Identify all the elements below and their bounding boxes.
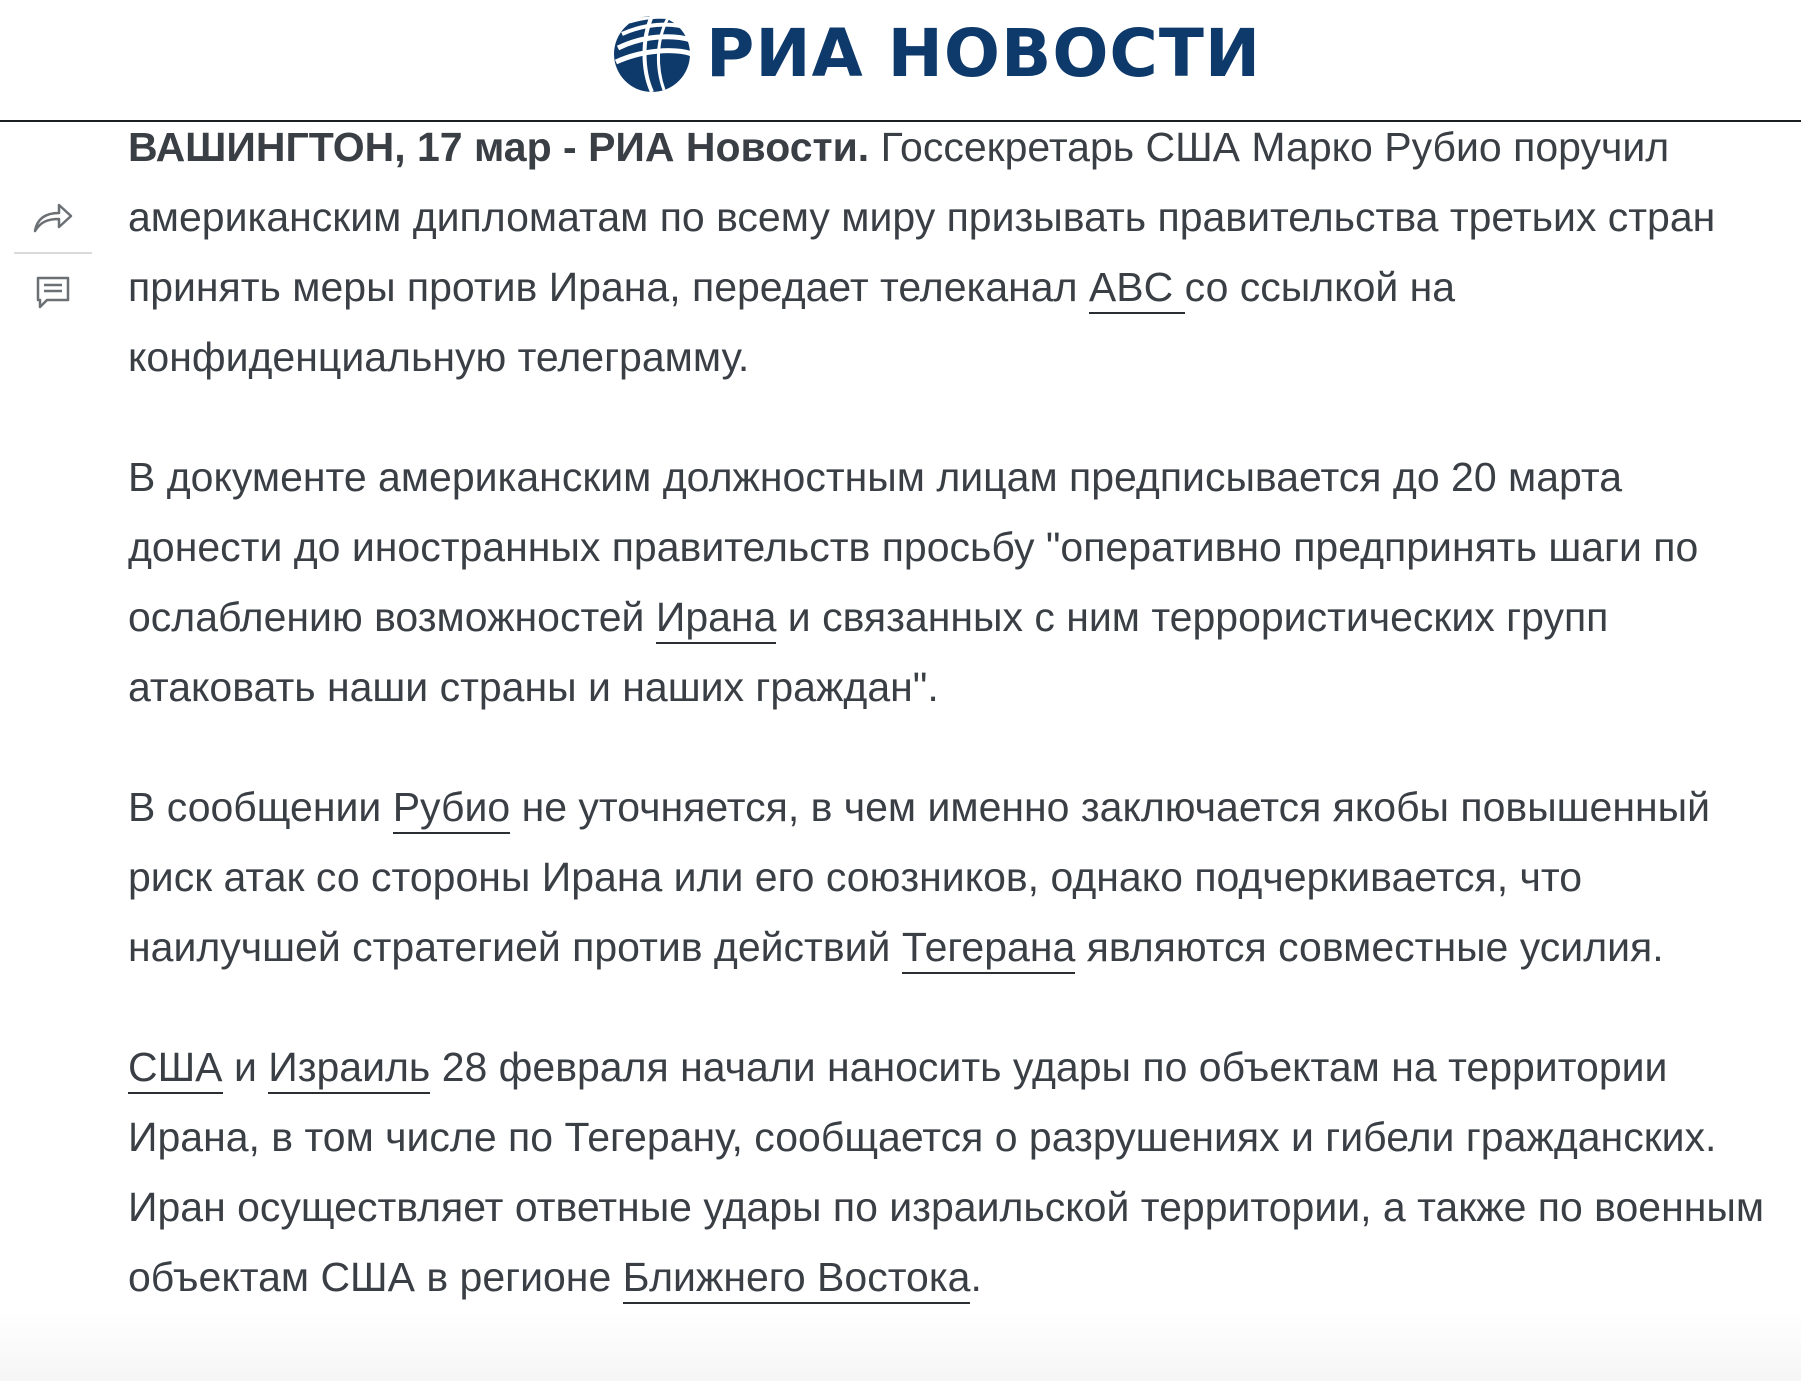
share-button[interactable] <box>14 188 92 246</box>
brand-name: РИА НОВОСТИ <box>706 15 1262 92</box>
article-text: Госсекретарь США Марко Рубио поручил американским дипломатам по всему миру призывать правительства третьих стран принять меры против Ирана, передает телеканал <box>128 124 1716 310</box>
article-link[interactable]: Ближнего Востока <box>623 1254 971 1304</box>
article-text: не уточняется, в чем именно заключается якобы повышенный риск атак со стороны Ирана или его союзников, однако подчеркивается, что наилучшей стратегией против действий <box>128 784 1711 970</box>
article-text: со ссылкой на конфиденциальную телеграмму. <box>128 264 1456 380</box>
article-text: и связанных с ним террористических групп атаковать наши страны и наших граждан". <box>128 594 1609 710</box>
article-link[interactable]: США <box>128 1044 223 1094</box>
article-link[interactable]: Израиль <box>268 1044 430 1094</box>
article-text: . <box>970 1254 982 1300</box>
site-header <box>0 0 1801 122</box>
comments-button[interactable] <box>14 264 92 322</box>
article-tools <box>14 188 92 322</box>
article-link[interactable]: Ирана <box>656 594 777 644</box>
article-text: В документе американским должностным лицам предписывается до 20 марта донести до иностранных правительств просьбу "оперативно предпринять шаги по ослаблению возможностей <box>128 454 1699 640</box>
article-text: 28 февраля начали наносить удары по объектам на территории Ирана, в том числе по Тегерану, сообщается о разрушениях и гибели гражданских. Иран осуществляет ответные удары по израильской территории, а также по военным объектам США в регионе <box>128 1044 1765 1300</box>
article-link[interactable]: ABC <box>1089 264 1185 314</box>
article-paragraph <box>128 1032 1768 1312</box>
article-body <box>128 112 1768 1362</box>
globe-logo-icon <box>612 14 692 94</box>
article-text: и <box>222 1044 269 1090</box>
share-arrow-icon <box>31 199 75 235</box>
article-paragraph <box>128 772 1768 982</box>
ria-logo[interactable] <box>612 14 1261 94</box>
article-text: В сообщении <box>128 784 393 830</box>
article-link[interactable]: Тегерана <box>902 924 1075 974</box>
article-dateline: ВАШИНГТОН, 17 мар - РИА Новости. <box>128 124 870 170</box>
tools-divider <box>14 252 92 254</box>
comment-icon <box>33 273 73 313</box>
article-link[interactable]: Рубио <box>393 784 511 834</box>
article-text: являются совместные усилия. <box>1075 924 1664 970</box>
article-paragraph <box>128 112 1768 392</box>
article-paragraph <box>128 442 1768 722</box>
